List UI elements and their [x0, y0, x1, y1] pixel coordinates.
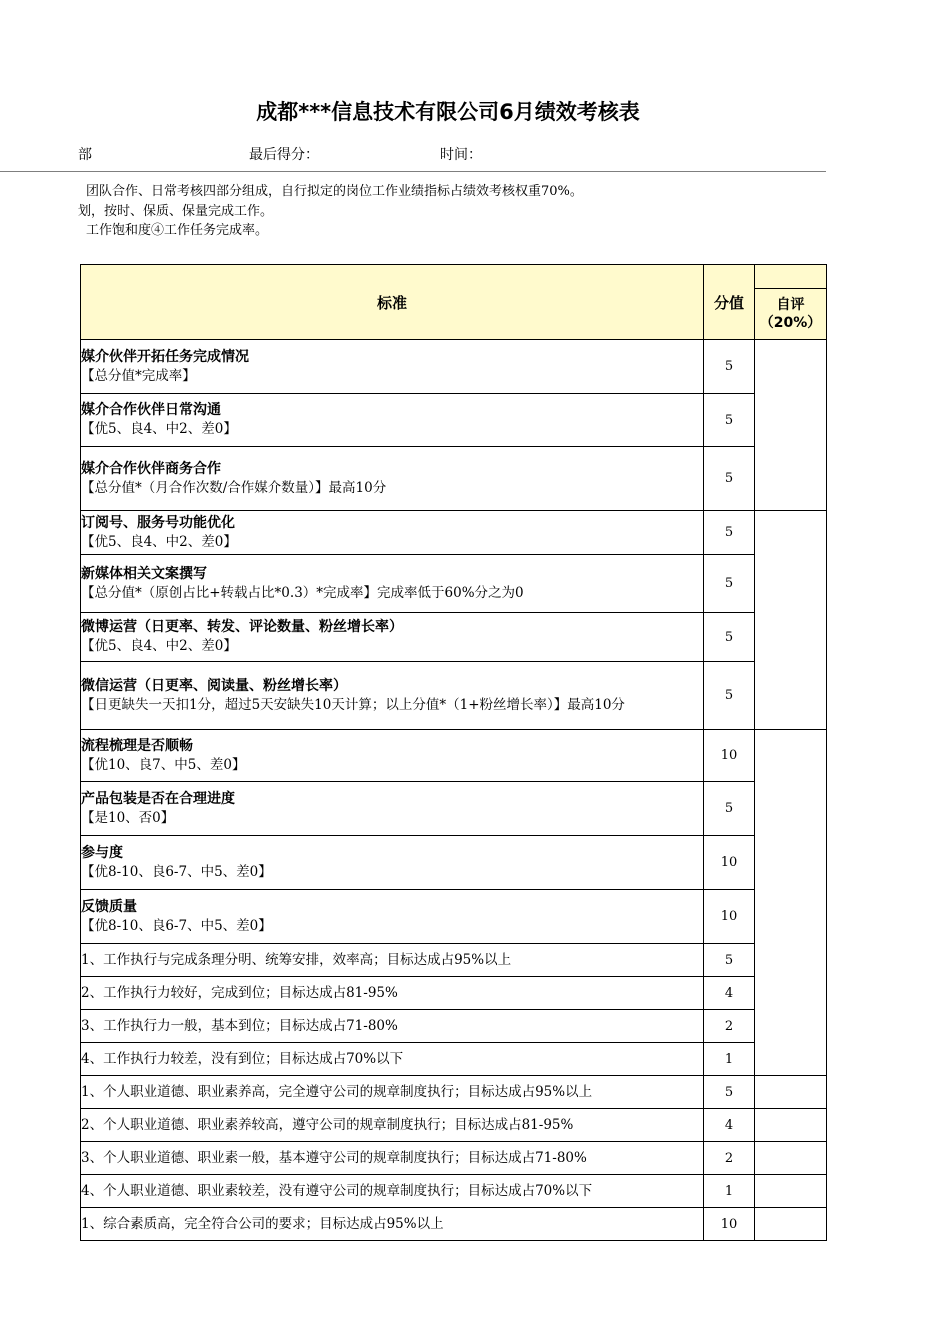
row-score: 10	[704, 1208, 755, 1241]
header-self-eval	[755, 289, 827, 340]
table-row	[81, 782, 704, 836]
empty-cell	[755, 1109, 827, 1142]
header-band	[755, 265, 827, 289]
row-score: 10	[704, 836, 755, 890]
row-score: 10	[704, 890, 755, 944]
row-title: 订阅号、服务号功能优化	[81, 514, 235, 531]
description-line-1: 团队合作、日常考核四部分组成，自行拟定的岗位工作业绩指标占绩效考核权重70%。	[86, 184, 583, 199]
row-detail: 【优8-10、良6-7、中5、差0】	[81, 863, 272, 880]
row-score: 5	[704, 944, 755, 977]
table-row	[81, 555, 704, 613]
row-score: 5	[704, 394, 755, 447]
row-title: 媒介合作伙伴日常沟通	[81, 402, 221, 418]
row-score: 1	[704, 1175, 755, 1208]
row-score: 5	[704, 662, 755, 730]
row-detail: 【优10、良7、中5、差0】	[81, 756, 246, 773]
table-row	[81, 836, 704, 890]
empty-cell	[755, 1142, 827, 1175]
self-eval-cell[interactable]	[755, 511, 827, 730]
row-title: 流程梳理是否顺畅	[81, 737, 193, 754]
table-row	[81, 340, 704, 394]
row-score: 2	[704, 1010, 755, 1043]
row-title: 产品包装是否在合理进度	[81, 790, 235, 807]
row-detail: 【优5、良4、中2、差0】	[81, 533, 237, 550]
row-score: 2	[704, 1142, 755, 1175]
row-score: 5	[704, 555, 755, 613]
row-title: 媒介合作伙伴商务合作	[81, 460, 221, 477]
row-title: 反馈质量	[81, 898, 137, 915]
row-detail: 【日更缺失一天扣1分，超过5天安缺失10天计算；以上分值*（1+粉丝增长率）】最高10分	[81, 696, 625, 713]
description-line-3-wrap	[0, 219, 320, 238]
header-standard: 标准	[81, 265, 704, 340]
table-row	[81, 730, 704, 782]
row-score: 1	[704, 1043, 755, 1076]
row-score: 10	[704, 730, 755, 782]
description-line-2-wrap	[0, 200, 320, 219]
row-score: 5	[704, 340, 755, 394]
description-line-2: 划，按时、保质、保量完成工作。	[78, 204, 274, 219]
row-title: 参与度	[81, 844, 123, 861]
row-detail: 【总分值*（月合作次数/合作媒介数量）】最高10分	[81, 479, 387, 496]
header-score: 分值	[704, 265, 755, 340]
row-detail: 【总分值*（原创占比+转载占比*0.3）*完成率】完成率低于60%分之为0	[81, 584, 524, 601]
table-row: 1、工作执行与完成条理分明、统筹安排，效率高；目标达成占95%以上	[81, 944, 704, 977]
time-label: 时间：	[440, 147, 482, 163]
row-detail: 【优5、良4、中2、差0】	[81, 421, 237, 437]
row-title: 新媒体相关文案撰写	[81, 565, 207, 582]
empty-cell	[755, 1208, 827, 1241]
row-title: 微信运营（日更率、阅读量、粉丝增长率）	[81, 677, 347, 694]
row-score: 5	[704, 613, 755, 662]
header-self-eval-pct: （20%）	[759, 315, 822, 331]
page-title: 成都***信息技术有限公司6月绩效考核表	[256, 100, 640, 124]
table-row	[81, 613, 704, 662]
header-rule	[0, 171, 826, 172]
row-title: 微博运营（日更率、转发、评论数量、粉丝增长率）	[81, 619, 403, 635]
table-row: 3、工作执行力一般，基本到位；目标达成占71-80%	[81, 1010, 704, 1043]
table-row: 4、工作执行力较差，没有到位；目标达成占70%以下	[81, 1043, 704, 1076]
table-row: 3、个人职业道德、职业素一般，基本遵守公司的规章制度执行；目标达成占71-80%	[81, 1142, 704, 1175]
row-detail: 【总分值*完成率】	[81, 367, 196, 384]
empty-cell	[755, 1175, 827, 1208]
row-score: 4	[704, 1109, 755, 1142]
self-eval-cell[interactable]	[755, 730, 827, 1076]
table-row	[81, 394, 704, 447]
row-score: 5	[704, 782, 755, 836]
table-row: 1、综合素质高，完全符合公司的要求；目标达成占95%以上	[81, 1208, 704, 1241]
row-score: 5	[704, 1076, 755, 1109]
table-row: 2、个人职业道德、职业素养较高，遵守公司的规章制度执行；目标达成占81-95%	[81, 1109, 704, 1142]
table-row	[81, 890, 704, 944]
appraisal-table	[80, 264, 827, 1241]
table-row: 1、个人职业道德、职业素养高，完全遵守公司的规章制度执行；目标达成占95%以上	[81, 1076, 704, 1109]
table-row	[81, 447, 704, 511]
row-score: 4	[704, 977, 755, 1010]
table-row	[81, 511, 704, 555]
table-row	[81, 662, 704, 730]
row-score: 5	[704, 511, 755, 555]
header-self-eval-label: 自评	[776, 297, 805, 313]
row-score: 5	[704, 447, 755, 511]
row-detail: 【是10、否0】	[81, 809, 175, 826]
table-row: 2、工作执行力较好，完成到位；目标达成占81-95%	[81, 977, 704, 1010]
final-score-label: 最后得分：	[249, 147, 319, 163]
self-eval-cell[interactable]	[755, 340, 827, 511]
empty-cell	[755, 1076, 827, 1109]
description-line-3: 工作饱和度④工作任务完成率。	[86, 223, 269, 238]
row-detail: 【优5、良4、中2、差0】	[81, 638, 237, 654]
table-row: 4、个人职业道德、职业素较差，没有遵守公司的规章制度执行；目标达成占70%以下	[81, 1175, 704, 1208]
row-detail: 【优8-10、良6-7、中5、差0】	[81, 917, 272, 934]
row-title: 媒介伙伴开拓任务完成情况	[81, 348, 249, 365]
department-label: 部	[78, 147, 92, 163]
